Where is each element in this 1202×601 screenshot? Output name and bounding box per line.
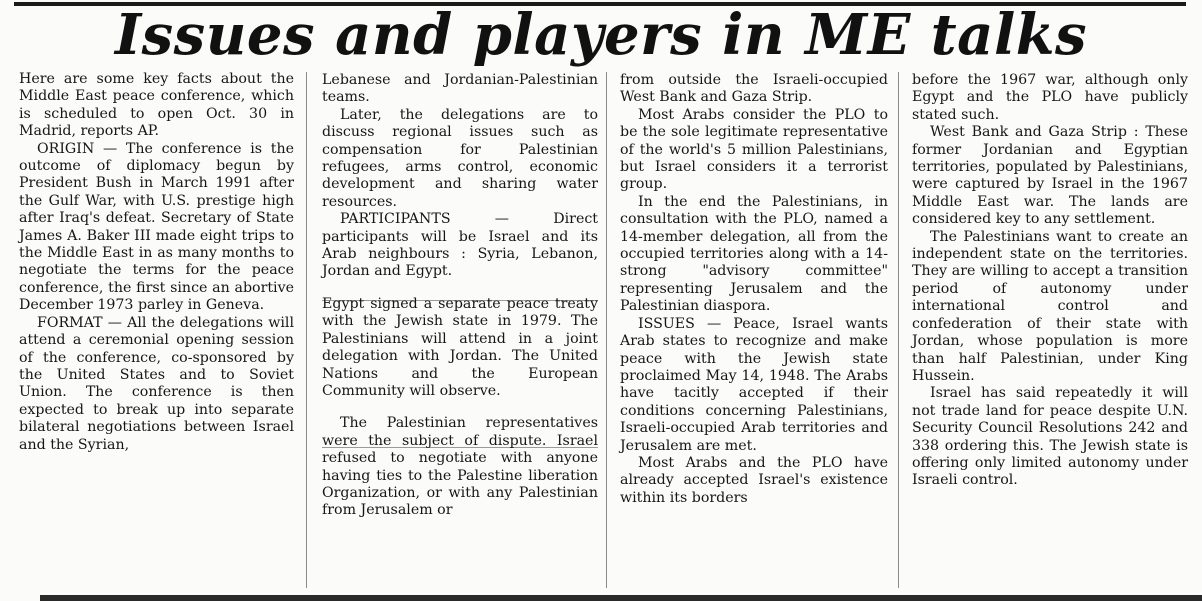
paragraph: before the 1967 war, although only Egypt and the PLO have publicly stated such. [912,72,1188,123]
bottom-rule [0,592,1202,601]
column-divider [306,72,307,588]
paragraph: PARTICIPANTS — Direct participants will be Israel and its Arab neighbours : Syria, Lebanon, Jordan and Egypt. [322,211,598,280]
paragraph: Lebanese and Jordanian-Palestinian teams. [322,72,598,106]
paragraph: Egypt signed a separate peace treaty with the Jewish state in 1979. The Palestinians will attend in a joint delegation with Jordan. The United Nations and the European Community will observe. [322,295,598,399]
paragraph: from outside the Israeli-occupied West Bank and Gaza Strip. [620,72,888,106]
paragraph: The Palestinians want to create an independent state on the territories. They are willing to accept a transition period of autonomy under international control and confederation of their state with Jordan, whose population is more than half Palestinian, under King Hussein. [912,228,1188,384]
column-divider [606,72,607,588]
paragraph: ORIGIN — The conference is the outcome of diplomacy begun by President Bush in March 1991 after the Gulf War, with U.S. prestige high after Iraq's defeat. Secretary of State James A. Baker III made eight trips to the Middle East in as many months to negotiate the terms for the peace conference, the first since an abortive December 1973 parley in Geneva. [19,140,294,314]
article-column-4 [912,72,1188,490]
article-column-3 [620,72,888,507]
article-column-1 [19,71,294,454]
paragraph: West Bank and Gaza Strip : These former Jordanian and Egyptian territories, populated by Palestinians, were captured by Israel in the 1967 Middle East war. The lands are considered key to any settlement. [912,124,1188,228]
paragraph: Later, the delegations are to discuss regional issues such as compensation for Palestinian refugees, arms control, economic development and sharing water resources. [322,106,598,210]
paragraph: ISSUES — Peace, Israel wants Arab states to recognize and make peace with the Jewish state proclaimed May 14, 1948. The Arabs have tacitly accepted if their conditions concerning Palestinians, Israeli-occupied Arab territories and Jerusalem are met. [620,315,888,454]
headline: Issues and players in ME talks [114,2,1088,68]
article-column-2 [322,72,598,520]
paragraph: Here are some key facts about the Middle East peace conference, which is scheduled to open Oct. 30 in Madrid, reports AP. [19,71,294,140]
column-divider [898,72,899,588]
paragraph: Israel has said repeatedly it will not trade land for peace despite U.N. Security Council Resolutions 242 and 338 ordering this. The Jewish state is offering only limited autonomy under Israeli control. [912,385,1188,489]
paragraph: The Palestinian representatives were the subject of dispute. Israel refused to negotiate with anyone having ties to the Palestine liberation Organization, or with any Palestinian from Jerusalem or [322,415,598,519]
paragraph: Most Arabs and the PLO have already accepted Israel's existence within its borders [620,454,888,506]
paragraph: FORMAT — All the delegations will attend a ceremonial opening session of the conference, co-sponsored by the United States and to Soviet Union. The conference is then expected to break up into separate bilateral negotiations between Israel and the Syrian, [19,314,294,453]
paragraph: In the end the Palestinians, in consultation with the PLO, named a 14-member delegation, all from the occupied territories along with a 14-strong "advisory committee" representing Jerusalem and the Palestinian diaspora. [620,193,888,315]
paragraph: Most Arabs consider the PLO to be the sole legitimate representative of the world's 5 million Palestinians, but Israel considers it a terrorist group. [620,106,888,193]
